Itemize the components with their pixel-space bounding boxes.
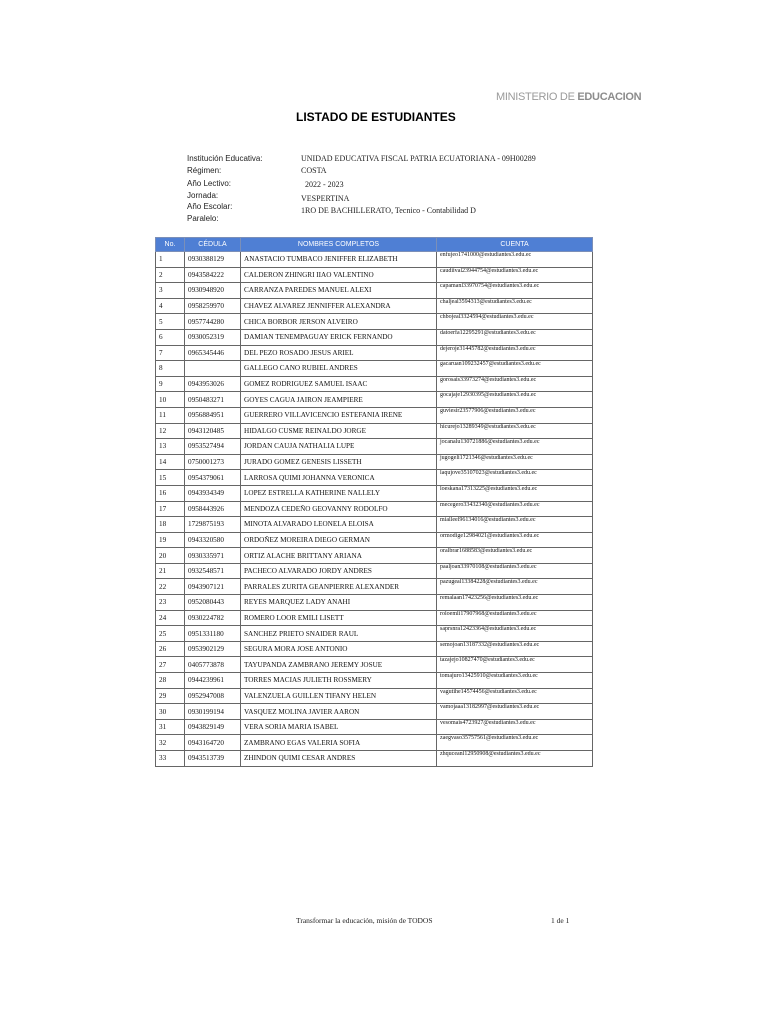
info-label-paralelo: Paralelo: (187, 214, 219, 223)
cell-cuenta: saprsnra12423364@estudiantes3.edu.ec (437, 626, 593, 642)
table-row (156, 485, 593, 501)
cell-nombre: LARROSA QUIMI JOHANNA VERONICA (241, 470, 437, 486)
table-row (156, 376, 593, 392)
cell-nombre: ORDOÑEZ MOREIRA DIEGO GERMAN (241, 532, 437, 548)
cell-cedula: 0930224782 (185, 610, 241, 626)
cell-cuenta: mecegero33432340@estudiantes3.edu.ec (437, 501, 593, 517)
info-label-jornada: Jornada: (187, 191, 219, 200)
cell-no: 9 (156, 376, 185, 392)
cell-no: 7 (156, 345, 185, 361)
cell-cuenta: hicurejo13289349@estudiantes3.edu.ec (437, 423, 593, 439)
cell-cedula: 0943164720 (185, 735, 241, 751)
cell-cedula: 0750001273 (185, 454, 241, 470)
students-table (155, 237, 593, 767)
cell-cuenta: gacaruan109232457@estudiantes3.edu.ec (437, 361, 593, 377)
cell-cedula: 0952080443 (185, 595, 241, 611)
cell-no: 21 (156, 563, 185, 579)
cell-no: 23 (156, 595, 185, 611)
cell-cuenta: caudiival23944754@estudiantes3.edu.ec (437, 267, 593, 283)
cell-nombre: CHAVEZ ALVAREZ JENNIFFER ALEXANDRA (241, 298, 437, 314)
cell-nombre: ANASTACIO TUMBACO JENIFFER ELIZABETH (241, 252, 437, 268)
cell-no: 4 (156, 298, 185, 314)
cell-no: 1 (156, 252, 185, 268)
table-row (156, 673, 593, 689)
cell-cuenta: ormodige12984021@estudiantes3.edu.ec (437, 532, 593, 548)
table-row (156, 283, 593, 299)
cell-nombre: PACHECO ALVARADO JORDY ANDRES (241, 563, 437, 579)
table-row (156, 532, 593, 548)
cell-cedula: 0965345446 (185, 345, 241, 361)
cell-cedula: 0943320580 (185, 532, 241, 548)
cell-nombre: TORRES MACIAS JULIETH ROSSMERY (241, 673, 437, 689)
cell-cedula: 0943907121 (185, 579, 241, 595)
cell-cedula: 0930948920 (185, 283, 241, 299)
cell-cuenta: chaljeal3594313@estudiantes3.edu.ec (437, 298, 593, 314)
table-row (156, 751, 593, 767)
cell-nombre: CHICA BORBOR JERSON ALVEIRO (241, 314, 437, 330)
cell-nombre: GOYES CAGUA JAIRON JEAMPIERE (241, 392, 437, 408)
cell-no: 8 (156, 361, 185, 377)
cell-cuenta: semojoan13187332@estudiantes3.edu.ec (437, 641, 593, 657)
cell-cuenta: paaljoan33970108@estudiantes3.edu.ec (437, 563, 593, 579)
cell-nombre: GOMEZ RODRIGUEZ SAMUEL ISAAC (241, 376, 437, 392)
table-row (156, 267, 593, 283)
header-nombres: NOMBRES COMPLETOS (241, 238, 437, 252)
table-row (156, 345, 593, 361)
cell-cedula: 0930388129 (185, 252, 241, 268)
header-cuenta: CUENTA (437, 238, 593, 252)
info-label-regimen: Régimen: (187, 166, 222, 175)
cell-cedula: 0951331180 (185, 626, 241, 642)
cell-no: 22 (156, 579, 185, 595)
cell-cedula: 0957744280 (185, 314, 241, 330)
cell-no: 27 (156, 657, 185, 673)
cell-cedula: 0943120485 (185, 423, 241, 439)
info-label-institucion: Institución Educativa: (187, 154, 263, 163)
cell-no: 15 (156, 470, 185, 486)
header-cedula: CÉDULA (185, 238, 241, 252)
cell-cuenta: zhquceanl12950908@estudiantes3.edu.ec (437, 751, 593, 767)
cell-no: 31 (156, 719, 185, 735)
cell-cedula: 0930052319 (185, 329, 241, 345)
cell-nombre: SEGURA MORA JOSE ANTONIO (241, 641, 437, 657)
header-no: No. (156, 238, 185, 252)
cell-cedula: 0953527494 (185, 439, 241, 455)
info-label-anio-escolar: Año Escolar: (187, 202, 233, 211)
cell-cuenta: jocanalu130721886@estudiantes3.edu.ec (437, 439, 593, 455)
cell-cedula: 0956884951 (185, 407, 241, 423)
cell-nombre: SANCHEZ PRIETO SNAIDER RAUL (241, 626, 437, 642)
cell-cedula (185, 361, 241, 377)
cell-no: 30 (156, 704, 185, 720)
table-row (156, 657, 593, 673)
table-row (156, 470, 593, 486)
info-value-anio-lectivo: 2022 - 2023 (305, 180, 344, 189)
cell-no: 3 (156, 283, 185, 299)
cell-no: 19 (156, 532, 185, 548)
table-row (156, 298, 593, 314)
cell-nombre: GALLEGO CANO RUBIEL ANDRES (241, 361, 437, 377)
cell-cuenta: laqujove35107023@estudiantes3.edu.ec (437, 470, 593, 486)
cell-cuenta: tazajejo10827470@estudiantes3.edu.ec (437, 657, 593, 673)
cell-nombre: ZHINDON QUIMI CESAR ANDRES (241, 751, 437, 767)
cell-nombre: ROMERO LOOR EMILI LISETT (241, 610, 437, 626)
cell-nombre: REYES MARQUEZ LADY ANAHI (241, 595, 437, 611)
table-row (156, 641, 593, 657)
table-row (156, 517, 593, 533)
page-title: LISTADO DE ESTUDIANTES (296, 110, 456, 124)
table-row (156, 439, 593, 455)
cell-nombre: VERA SORIA MARIA ISABEL (241, 719, 437, 735)
cell-cuenta: jugogeli1721346@estudiantes3.edu.ec (437, 454, 593, 470)
table-row (156, 688, 593, 704)
cell-no: 18 (156, 517, 185, 533)
cell-cuenta: pazugeal13384228@estudiantes3.edu.ec (437, 579, 593, 595)
cell-cuenta: chbojeal3324594@estudiantes3.edu.ec (437, 314, 593, 330)
table-header-row (156, 238, 593, 252)
table-row (156, 704, 593, 720)
table-row (156, 314, 593, 330)
cell-nombre: LOPEZ ESTRELLA KATHERINE NALLELY (241, 485, 437, 501)
cell-cedula: 0944239961 (185, 673, 241, 689)
cell-nombre: CARRANZA PAREDES MANUEL ALEXI (241, 283, 437, 299)
table-row (156, 548, 593, 564)
cell-nombre: ORTIZ ALACHE BRITTANY ARIANA (241, 548, 437, 564)
table-row (156, 579, 593, 595)
cell-cedula: 0943513739 (185, 751, 241, 767)
cell-cuenta: capamanl33970754@estudiantes3.edu.ec (437, 283, 593, 299)
info-value-jornada: VESPERTINA (301, 194, 350, 203)
cell-cedula: 0958443926 (185, 501, 241, 517)
logo-text-right: EDUCACION (577, 91, 642, 103)
cell-no: 25 (156, 626, 185, 642)
cell-no: 10 (156, 392, 185, 408)
table-row (156, 501, 593, 517)
cell-nombre: JURADO GOMEZ GENESIS LISSETH (241, 454, 437, 470)
cell-cedula: 0932548571 (185, 563, 241, 579)
cell-no: 11 (156, 407, 185, 423)
cell-nombre: JORDAN CAUJA NATHALIA LUPE (241, 439, 437, 455)
cell-no: 16 (156, 485, 185, 501)
table-row (156, 595, 593, 611)
cell-nombre: PARRALES ZURITA GEANPIERRE ALEXANDER (241, 579, 437, 595)
table-row (156, 423, 593, 439)
cell-nombre: DEL PEZO ROSADO JESUS ARIEL (241, 345, 437, 361)
cell-cuenta: dejeroje31445782@estudiantes3.edu.ec (437, 345, 593, 361)
cell-no: 33 (156, 751, 185, 767)
cell-nombre: MINOTA ALVARADO LEONELA ELOISA (241, 517, 437, 533)
cell-cedula: 0930199194 (185, 704, 241, 720)
cell-no: 29 (156, 688, 185, 704)
cell-nombre: HIDALGO CUSME REINALDO JORGE (241, 423, 437, 439)
cell-cedula: 0950483271 (185, 392, 241, 408)
table-row (156, 392, 593, 408)
cell-cedula: 0958259970 (185, 298, 241, 314)
table-row (156, 329, 593, 345)
cell-nombre: MENDOZA CEDEÑO GEOVANNY RODOLFO (241, 501, 437, 517)
info-label-anio-lectivo: Año Lectivo: (187, 179, 232, 188)
cell-cuenta: vamojaaa13182997@estudiantes3.edu.ec (437, 704, 593, 720)
table-row (156, 252, 593, 268)
cell-cedula: 0405773878 (185, 657, 241, 673)
cell-cuenta: roloemli17907968@estudiantes3.edu.ec (437, 610, 593, 626)
cell-no: 6 (156, 329, 185, 345)
cell-no: 32 (156, 735, 185, 751)
info-value-institucion: UNIDAD EDUCATIVA FISCAL PATRIA ECUATORIANA - 09H00289 (301, 154, 536, 163)
cell-nombre: VASQUEZ MOLINA JAVIER AARON (241, 704, 437, 720)
cell-no: 12 (156, 423, 185, 439)
cell-cuenta: remalaan17423256@estudiantes3.edu.ec (437, 595, 593, 611)
cell-nombre: TAYUPANDA ZAMBRANO JEREMY JOSUE (241, 657, 437, 673)
cell-no: 2 (156, 267, 185, 283)
table-row (156, 626, 593, 642)
ministerio-logo (496, 91, 641, 103)
cell-cedula: 1729875193 (185, 517, 241, 533)
table-row (156, 610, 593, 626)
cell-cuenta: vesomais4723927@estudiantes3.edu.ec (437, 719, 593, 735)
cell-cuenta: loeskana17313225@estudiantes3.edu.ec (437, 485, 593, 501)
cell-nombre: DAMIAN TENEMPAGUAY ERICK FERNANDO (241, 329, 437, 345)
cell-nombre: GUERRERO VILLAVICENCIO ESTEFANIA IRENE (241, 407, 437, 423)
cell-cuenta: datoerfa12295291@estudiantes3.edu.ec (437, 329, 593, 345)
cell-nombre: CALDERON ZHINGRI IIAO VALENTINO (241, 267, 437, 283)
cell-cedula: 0954379061 (185, 470, 241, 486)
cell-cedula: 0943953026 (185, 376, 241, 392)
cell-cedula: 0943934349 (185, 485, 241, 501)
cell-cedula: 0930335971 (185, 548, 241, 564)
cell-cuenta: vagutihe14574456@estudiantes3.edu.ec (437, 688, 593, 704)
cell-cedula: 0953902129 (185, 641, 241, 657)
cell-cuenta: oralbrar1688583@estudiantes3.edu.ec (437, 548, 593, 564)
cell-cuenta: mialleel96134016@estudiantes3.edu.ec (437, 517, 593, 533)
table-row (156, 735, 593, 751)
cell-no: 28 (156, 673, 185, 689)
table-row (156, 719, 593, 735)
table-row (156, 454, 593, 470)
cell-nombre: VALENZUELA GUILLEN TIFANY HELEN (241, 688, 437, 704)
cell-cuenta: zaegvaso35757561@estudiantes3.edu.ec (437, 735, 593, 751)
table-row (156, 407, 593, 423)
table-row (156, 563, 593, 579)
cell-no: 5 (156, 314, 185, 330)
cell-no: 14 (156, 454, 185, 470)
cell-no: 17 (156, 501, 185, 517)
cell-no: 13 (156, 439, 185, 455)
logo-text-left: MINISTERIO DE (496, 91, 578, 103)
cell-cuenta: gorosais33973274@estudiantes3.edu.ec (437, 376, 593, 392)
table-row (156, 361, 593, 377)
cell-cuenta: guviesir23577906@estudiantes3.edu.ec (437, 407, 593, 423)
cell-no: 20 (156, 548, 185, 564)
cell-cedula: 0943584222 (185, 267, 241, 283)
page-number: 1 de 1 (551, 916, 570, 925)
cell-cedula: 0952947008 (185, 688, 241, 704)
footer-slogan: Transformar la educación, misión de TODOS (296, 916, 433, 925)
cell-cuenta: enfujeo1741000@estudiantes3.edu.ec (437, 252, 593, 268)
cell-cedula: 0943829149 (185, 719, 241, 735)
cell-no: 26 (156, 641, 185, 657)
info-value-regimen: COSTA (301, 166, 327, 175)
cell-cuenta: tomajuro13425910@estudiantes3.edu.ec (437, 673, 593, 689)
info-value-anio-escolar: 1RO DE BACHILLERATO, Tecnico - Contabilidad D (301, 206, 476, 215)
cell-nombre: ZAMBRANO EGAS VALERIA SOFIA (241, 735, 437, 751)
cell-no: 24 (156, 610, 185, 626)
cell-cuenta: gocajaje12930395@estudiantes3.edu.ec (437, 392, 593, 408)
